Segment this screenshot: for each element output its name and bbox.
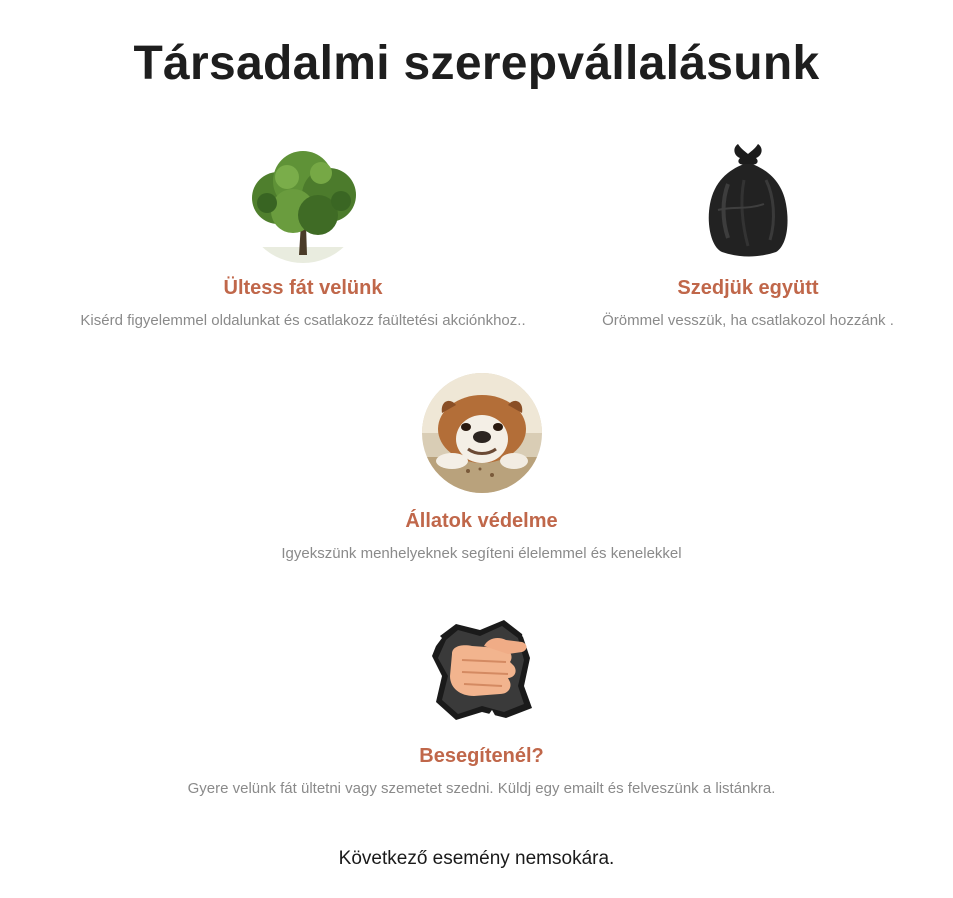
bulldog-icon <box>422 373 542 493</box>
card-help-out <box>120 608 843 808</box>
card-text: Gyere velünk fát ültetni vagy szemetet szedni. Küldj egy emailt és felveszünk a listánkra. <box>187 780 776 797</box>
next-event-note: Következő esemény nemsokára. <box>338 848 615 869</box>
card-title: Besegítenél? <box>419 745 544 767</box>
page-title: Társadalmi szerepvállalásunk <box>133 37 820 90</box>
card-plant-tree <box>40 140 566 340</box>
card-title: Ültess fát velünk <box>223 277 383 299</box>
card-text: Kisérd figyelemmel oldalunkat és csatlakozz faültetési akciónkhoz.. <box>80 312 526 329</box>
card-animal-protection <box>200 372 763 572</box>
card-title: Szedjük együtt <box>677 277 819 299</box>
pointing-fist-icon <box>422 616 542 726</box>
card-collect-together <box>583 140 913 340</box>
card-text: Örömmel vesszük, ha csatlakozol hozzánk . <box>602 312 894 329</box>
tree-icon <box>243 143 363 263</box>
card-title: Állatok védelme <box>405 510 558 532</box>
card-text: Igyekszünk menhelyeknek segíteni élelemmel és kenelekkel <box>281 545 682 562</box>
garbage-bag-icon <box>688 140 808 260</box>
